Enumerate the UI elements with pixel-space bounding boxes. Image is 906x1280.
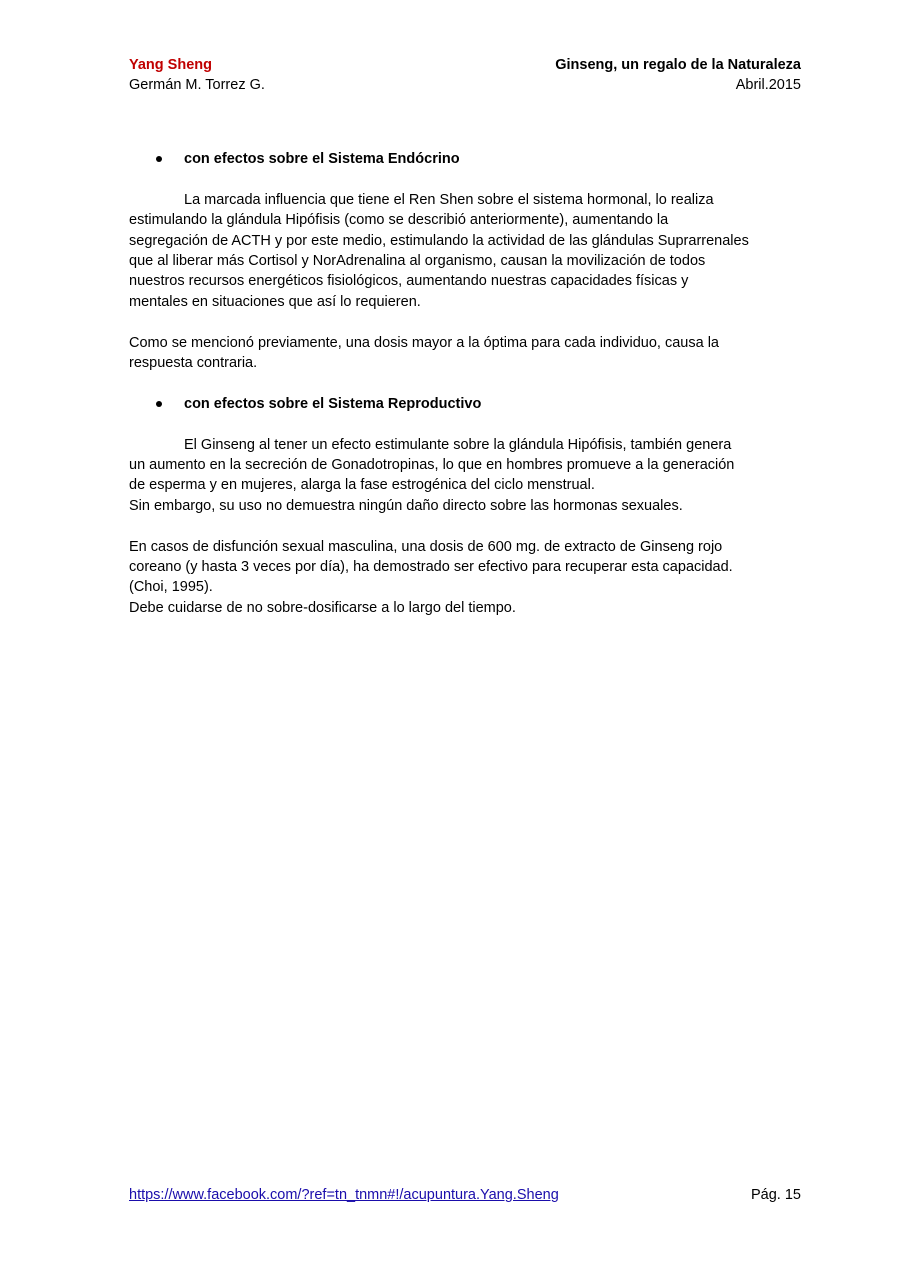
paragraph [129,190,789,210]
section-heading-endocrine [129,149,789,169]
page-body [129,149,789,618]
page-footer [129,1185,801,1205]
author-name: Germán M. Torrez G. [129,77,265,93]
paragraph-line: El Ginseng al tener un efecto estimulante sobre la glándula Hipófisis, también genera [184,436,732,453]
section-heading-text: con efectos sobre el Sistema Endócrino [184,151,460,167]
page-header [129,55,801,95]
document-title: Ginseng, un regalo de la Naturaleza [555,57,801,73]
paragraph-line: Como se mencionó previamente, una dosis mayor a la óptima para cada individuo, causa la [129,334,719,351]
paragraph-line: Debe cuidarse de no sobre-dosificarse a lo largo del tiempo. [129,599,516,616]
paragraph-line: En casos de disfunción sexual masculina, una dosis de 600 mg. de extracto de Ginseng rojo [129,538,723,555]
paragraph-line: (Choi, 1995). [129,579,213,596]
paragraph-line: respuesta contraria. [129,355,258,372]
bullet-icon [156,401,162,407]
brand-name: Yang Sheng [129,57,212,73]
facebook-link[interactable]: https://www.facebook.com/?ref=tn_tnmn#!/acupuntura.Yang.Sheng [129,1187,559,1203]
paragraph-line: Sin embargo, su uso no demuestra ningún daño directo sobre las hormonas sexuales. [129,497,683,514]
paragraph-line: coreano (y hasta 3 veces por día), ha demostrado ser efectivo para recuperar esta capacidad. [129,559,733,576]
paragraph-line: mentales en situaciones que así lo requieren. [129,293,421,310]
paragraph-line: La marcada influencia que tiene el Ren Shen sobre el sistema hormonal, lo realiza [184,191,714,208]
paragraph-line: estimulando la glándula Hipófisis (como se describió anteriormente), aumentando la [129,212,669,229]
bullet-icon [156,156,162,162]
page-number: Pág. 15 [751,1187,801,1203]
paragraph-line: un aumento en la secreción de Gonadotropinas, lo que en hombres promueve a la generación [129,457,735,474]
document-date: Abril.2015 [735,77,801,93]
paragraph-line: nuestros recursos energéticos fisiológicos, aumentando nuestras capacidades físicas y [129,273,689,290]
paragraph [129,435,789,455]
paragraph-line: de esperma y en mujeres, alarga la fase estrogénica del ciclo menstrual. [129,477,595,494]
section-heading-text: con efectos sobre el Sistema Reproductivo [184,395,482,412]
paragraph-line: que al liberar más Cortisol y NorAdrenalina al organismo, causan la movilización de todos [129,253,706,270]
section-heading-reproductive [129,394,789,414]
paragraph-line: segregación de ACTH y por este medio, estimulando la actividad de las glándulas Suprarrenales [129,232,749,249]
